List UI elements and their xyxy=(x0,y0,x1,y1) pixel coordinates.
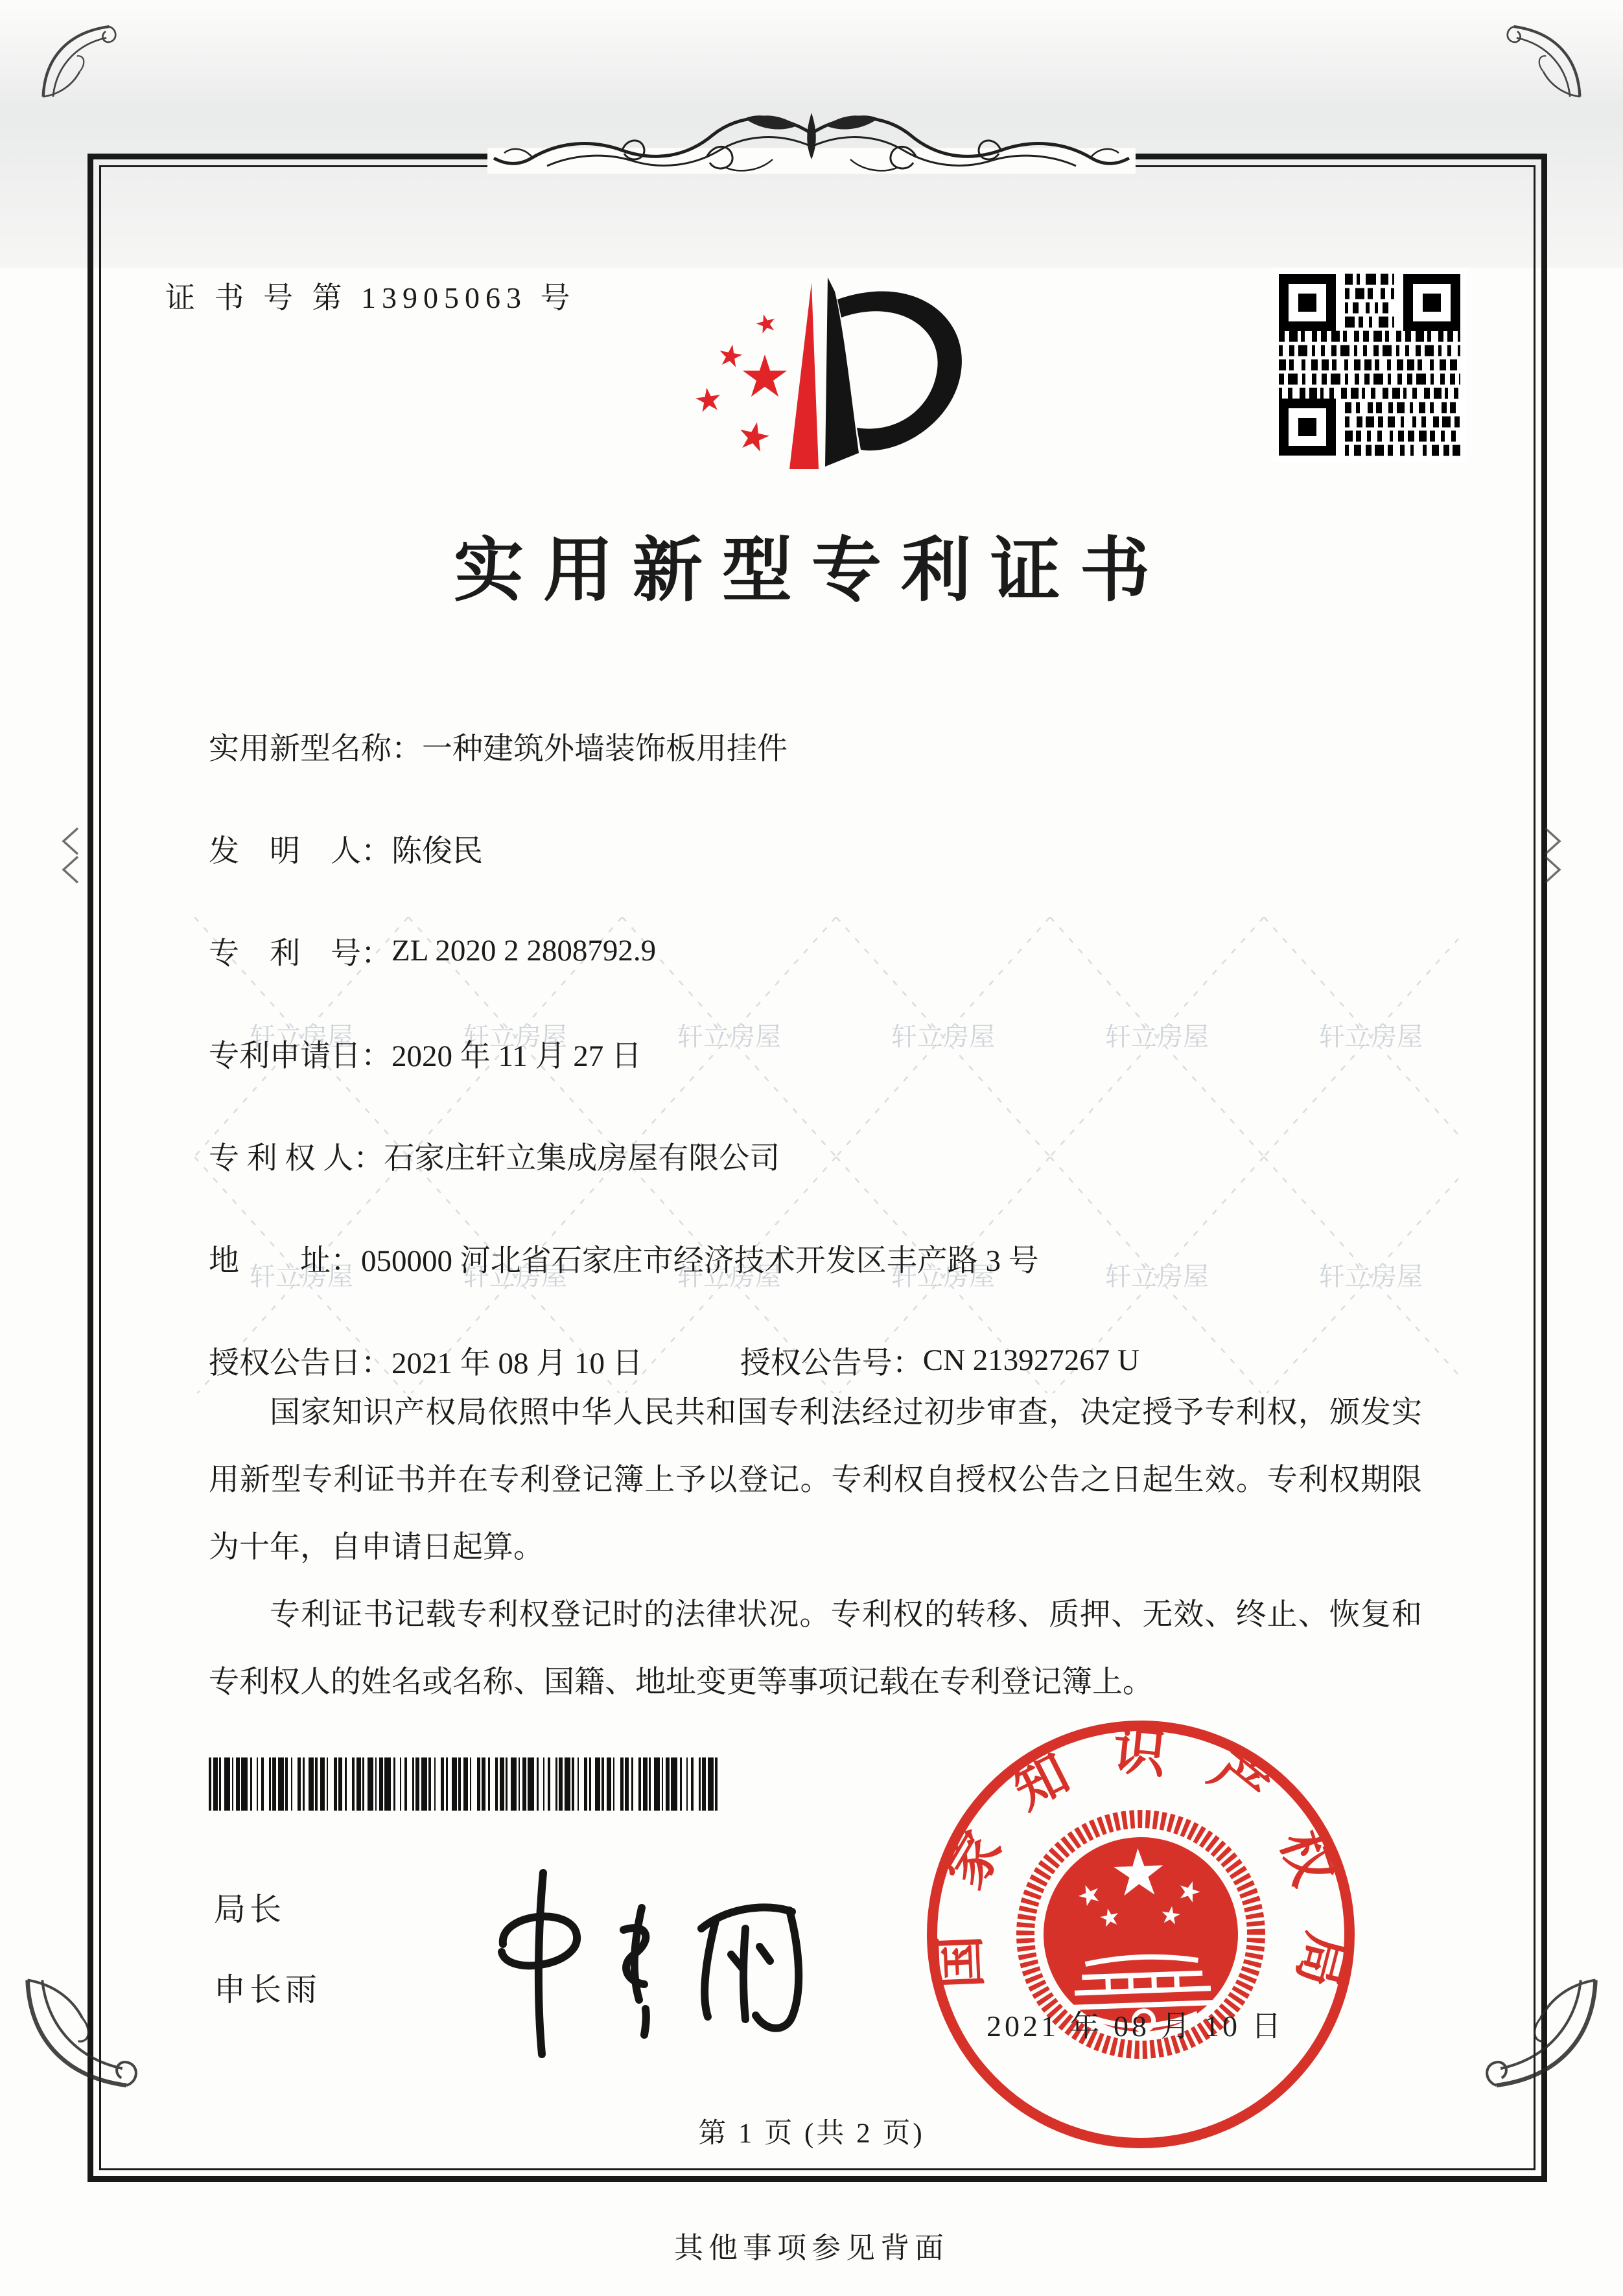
field-label: 地 址： xyxy=(209,1244,361,1278)
field-value: ZL 2020 2 2808792.9 xyxy=(391,934,657,968)
cnipa-round-seal-icon xyxy=(909,1703,1372,2166)
field-row-address xyxy=(209,1207,1434,1309)
field-label: 发 明 人： xyxy=(209,834,391,868)
cnipa-patent-logo-icon xyxy=(668,258,972,504)
field-value: 陈俊民 xyxy=(391,834,483,868)
field-row-utility-model-name xyxy=(209,695,1434,797)
field-row-patent-number xyxy=(209,899,1434,1002)
field-list xyxy=(209,695,1434,1411)
field-label: 专利申请日： xyxy=(209,1039,391,1073)
certificate-number: 证 书 号 第 13905063 号 xyxy=(165,281,576,314)
field-value: 2021 年 08 月 10 日 xyxy=(391,1346,643,1380)
back-side-note: 其他事项参见背面 xyxy=(673,2232,949,2264)
edge-ornament-icon xyxy=(1539,824,1566,884)
field-value: CN 213927267 U xyxy=(922,1343,1139,1377)
field-value: 050000 河北省石家庄市经济技术开发区丰产路 3 号 xyxy=(361,1244,1039,1278)
dragon-ornament-icon xyxy=(487,96,1136,209)
director-name: 申长雨 xyxy=(214,1973,321,2008)
field-label: 授权公告号： xyxy=(740,1346,923,1380)
field-label: 授权公告日： xyxy=(209,1346,391,1380)
legal-text xyxy=(209,1379,1422,1716)
field-row-inventor xyxy=(209,797,1434,899)
corner-flourish-icon xyxy=(1478,1972,1604,2098)
field-value: 2020 年 11 月 27 日 xyxy=(391,1039,642,1073)
corner-flourish-icon xyxy=(19,1972,146,2098)
page-number: 第 1 页 (共 2 页) xyxy=(698,2118,925,2149)
field-label: 实用新型名称： xyxy=(209,732,422,766)
field-row-filing-date xyxy=(209,1002,1434,1104)
corner-flourish-icon xyxy=(1501,18,1585,102)
edge-ornament-icon xyxy=(57,824,84,884)
director-title-label: 局长 xyxy=(214,1892,286,1927)
field-value: 石家庄轩立集成房屋有限公司 xyxy=(384,1141,780,1176)
qr-code-icon xyxy=(1272,268,1467,462)
field-label: 专 利 号： xyxy=(209,936,391,971)
legal-paragraph-1: 国家知识产权局依照中华人民共和国专利法经过初步审查，决定授予专利权，颁发实用新型专利证书并在专利登记簿上予以登记。专利权自授权公告之日起生效。专利权期限为十年，自申请日起算。 xyxy=(209,1396,1422,1564)
seal-date: 2021 年 08 月 10 日 xyxy=(987,2010,1285,2043)
seal-ring-text: 国家知识产权局 xyxy=(928,1720,1357,2032)
field-value: 一种建筑外墙装饰板用挂件 xyxy=(422,732,788,766)
field-label: 专 利 权 人： xyxy=(209,1141,384,1176)
barcode-icon xyxy=(209,1757,721,1811)
director-signature-icon xyxy=(447,1846,823,2066)
page-title: 实用新型专利证书 xyxy=(453,533,1169,610)
field-row-patentee xyxy=(209,1104,1434,1207)
legal-paragraph-2: 专利证书记载专利权登记时的法律状况。专利权的转移、质押、无效、终止、恢复和专利权人的姓名或名称、国籍、地址变更等事项记载在专利登记簿上。 xyxy=(209,1598,1422,1699)
corner-flourish-icon xyxy=(38,18,122,102)
